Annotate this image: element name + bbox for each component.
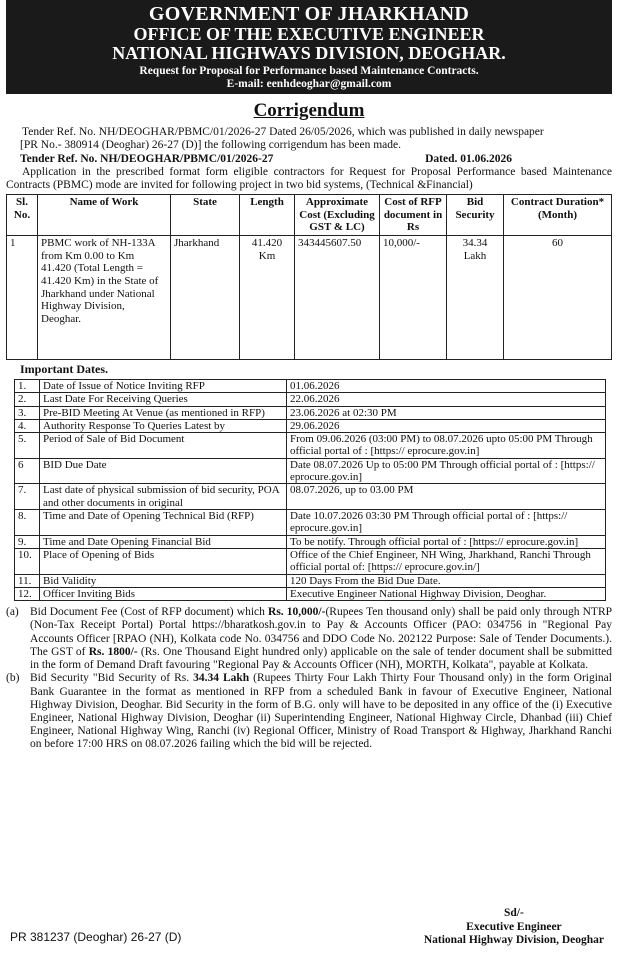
note-a-pre: Bid Document Fee (Cost of RFP document) which	[30, 606, 269, 619]
date-cell-n: 2.	[15, 393, 40, 406]
table-row	[15, 484, 606, 510]
table-row	[15, 587, 606, 600]
date-cell-n: 9.	[15, 535, 40, 548]
date-cell-detail: To be notify. Through official portal of : [https:// eprocure.gov.in]	[287, 535, 606, 548]
tender-ref-line	[6, 153, 612, 166]
cell-name-of-work: PBMC work of NH-133A from Km 0.00 to Km 41.420 (Total Length = 41.420 Km) in the State of Jharkhand under National Highway Division, Deoghar.	[38, 236, 171, 360]
note-a-fee: Rs. 10,000/-	[268, 606, 326, 619]
note-a-post: (Rs. One Thousand Eight hundred only) applicable on the sale of tender document shall be submitted in the form of Demand Draft favouring "Regional Pay & Accounts Officer (NH), MORTH, Kolkata", payable at Kolkata.	[30, 645, 612, 672]
application-paragraph: Application in the prescribed format form eligible contractors for Request for Proposal Performance based Maintenance Contracts (PBMC) mode are invited for following project in two bid systems, (Technical &Financial)	[6, 165, 612, 191]
cell-approx-cost: 343445607.50	[295, 236, 380, 360]
date-cell-detail: From 09.06.2026 (03:00 PM) to 08.07.2026 upto 05:00 PM Through official portal of : [https:// eprocure.gov.in]	[287, 433, 606, 459]
date-cell-event: Time and Date Opening Financial Bid	[40, 535, 287, 548]
signature-designation: Executive Engineer	[466, 920, 562, 933]
header-sl-no: Sl. No.	[7, 195, 38, 236]
date-cell-n: 11.	[15, 574, 40, 587]
date-cell-n: 3.	[15, 406, 40, 419]
date-cell-detail: 120 Days From the Bid Due Date.	[287, 574, 606, 587]
date-cell-n: 6	[15, 458, 40, 484]
table-row	[15, 419, 606, 432]
table-row	[15, 510, 606, 536]
date-cell-event: Last Date For Receiving Queries	[40, 393, 287, 406]
table-row	[15, 433, 606, 459]
cell-bid-security: 34.34 Lakh	[447, 236, 504, 360]
header-bid-security: Bid Security	[447, 195, 504, 236]
note-b-text	[30, 672, 612, 751]
note-b	[6, 672, 612, 751]
notes-section	[6, 606, 612, 751]
header-state: State	[171, 195, 240, 236]
date-cell-n: 5.	[15, 433, 40, 459]
table-row	[15, 406, 606, 419]
cell-contract-duration: 60	[504, 236, 612, 360]
work-table-header	[7, 195, 612, 236]
signature-sd: Sd/-	[503, 907, 524, 920]
cell-state: Jharkhand	[171, 236, 240, 360]
date-cell-detail: 08.07.2026, up to 03.00 PM	[287, 484, 606, 510]
page-title: Corrigendum	[253, 100, 365, 122]
date-cell-n: 12.	[15, 587, 40, 600]
note-a-text	[30, 606, 612, 672]
tender-ref-number: Tender Ref. No. NH/DEOGHAR/PBMC/01/2026-27	[20, 152, 274, 165]
date-cell-detail: 01.06.2026	[287, 379, 606, 392]
date-cell-event: Bid Validity	[40, 574, 287, 587]
note-b-label: (b)	[6, 672, 20, 685]
office-name: OFFICE OF THE EXECUTIVE ENGINEER	[133, 24, 485, 44]
header-length: Length	[240, 195, 295, 236]
table-row	[15, 379, 606, 392]
cell-rfp-cost: 10,000/-	[380, 236, 447, 360]
important-dates-table	[14, 379, 606, 601]
header-contract-duration: Contract Duration* (Month)	[504, 195, 612, 236]
date-cell-event: Time and Date of Opening Technical Bid (RFP)	[40, 510, 287, 536]
note-a	[6, 606, 612, 672]
date-cell-detail: Executive Engineer National Highway Division, Deoghar.	[287, 587, 606, 600]
important-dates-heading: Important Dates.	[20, 362, 108, 377]
date-cell-event: Period of Sale of Bid Document	[40, 433, 287, 459]
date-cell-event: Authority Response To Queries Latest by	[40, 419, 287, 432]
date-cell-n: 4.	[15, 419, 40, 432]
date-cell-event: Officer Inviting Bids	[40, 587, 287, 600]
note-b-pre: Bid Security "Bid Security of Rs.	[30, 672, 194, 685]
cell-length: 41.420 Km	[240, 236, 295, 360]
division-name: NATIONAL HIGHWAYS DIVISION, DEOGHAR.	[112, 42, 506, 63]
date-cell-detail: 29.06.2026	[287, 419, 606, 432]
tender-ref-paragraph: Tender Ref. No. NH/DEOGHAR/PBMC/01/2026-27 Dated 26/05/2026, which was published in daily newspaper	[22, 126, 544, 139]
header-rfp-cost: Cost of RFP document in Rs	[380, 195, 447, 236]
date-cell-event: BID Due Date	[40, 458, 287, 484]
date-cell-n: 10.	[15, 548, 40, 574]
work-table	[6, 194, 612, 360]
government-name: GOVERNMENT OF JHARKHAND	[148, 3, 470, 25]
header-name-of-work: Name of Work	[38, 195, 171, 236]
date-cell-event: Date of Issue of Notice Inviting RFP	[40, 379, 287, 392]
pr-number: PR 381237 (Deoghar) 26-27 (D)	[10, 930, 182, 945]
table-row	[15, 458, 606, 484]
email-line: E-mail: eenhdeoghar@gmail.com	[226, 78, 392, 90]
date-cell-event: Last date of physical submission of bid security, POA and other documents in original	[40, 484, 287, 510]
signature-block	[424, 907, 604, 947]
date-cell-n: 8.	[15, 510, 40, 536]
note-b-amount: 34.34 Lakh	[193, 672, 250, 685]
rfp-subtitle: Request for Proposal for Performance based Maintenance Contracts.	[139, 64, 479, 77]
signature-office: National Highway Division, Deoghar	[423, 933, 604, 946]
pr-reference: [PR No.- 380914 (Deoghar) 26-27 (D)] the following corrigendum has been made.	[20, 139, 401, 152]
note-a-label: (a)	[6, 606, 19, 619]
date-cell-detail: 22.06.2026	[287, 393, 606, 406]
note-a-mid: (Rupees Ten thousand only) shall be paid only through NTRP (Non-Tax Receipt Portal) Portal https://bharatkosh.gov.in to Pay & Accounts Officer (PAO: 034756 in "Regional Pay Accounts Officer [RPAO (NH), Kolkata code No. 034756 and DDO Code No. 202122 Purpose: Sale of Tender Documents.). The GST of	[30, 606, 613, 658]
table-row	[15, 574, 606, 587]
tender-ref-date: Dated. 01.06.2026	[425, 152, 512, 165]
note-a-gst: Rs. 1800/-	[88, 645, 138, 658]
date-cell-event: Place of Opening of Bids	[40, 548, 287, 574]
table-row	[7, 236, 612, 360]
cell-sl-no: 1	[7, 236, 38, 360]
header-banner	[6, 0, 612, 94]
date-cell-detail: 23.06.2026 at 02:30 PM	[287, 406, 606, 419]
date-cell-event: Pre-BID Meeting At Venue (as mentioned in RFP)	[40, 406, 287, 419]
table-row	[15, 393, 606, 406]
table-row	[15, 548, 606, 574]
date-cell-detail: Office of the Chief Engineer, NH Wing, Jharkhand, Ranchi Through official portal of: [https:// eprocure.gov.in/]	[287, 548, 606, 574]
header-approx-cost: Approximate Cost (Excluding GST & LC)	[295, 195, 380, 236]
date-cell-detail: Date 10.07.2026 03:30 PM Through official portal of : [https:// eprocure.gov.in]	[287, 510, 606, 536]
date-cell-n: 7.	[15, 484, 40, 510]
note-b-post: (Rupees Thirty Four Lakh Thirty Four Thousand only) in the form Original Bank Guarantee in the format as mentioned in RFP from a scheduled Bank in favour of Executive Engineer, National Highway Division, Deoghar. Bid Security in the form of B.G. only will have to be deposited in any office of the (i) Executive Engineer, National Highway Division, Deoghar (ii) Superintending Engineer, National Highway Circle, Dhanbad (iii) Chief Engineer, National Highway Wing, Ranchi (iv) Regional Officer, Ministry of Road Transport & Highway, Jharkhand Ranchi on before 17:00 HRS on 08.07.2026 failing which the bid will be rejected.	[30, 672, 612, 751]
date-cell-n: 1.	[15, 379, 40, 392]
date-cell-detail: Date 08.07.2026 Up to 05:00 PM Through official portal of : [https:// eprocure.gov.in]	[287, 458, 606, 484]
table-row	[15, 535, 606, 548]
